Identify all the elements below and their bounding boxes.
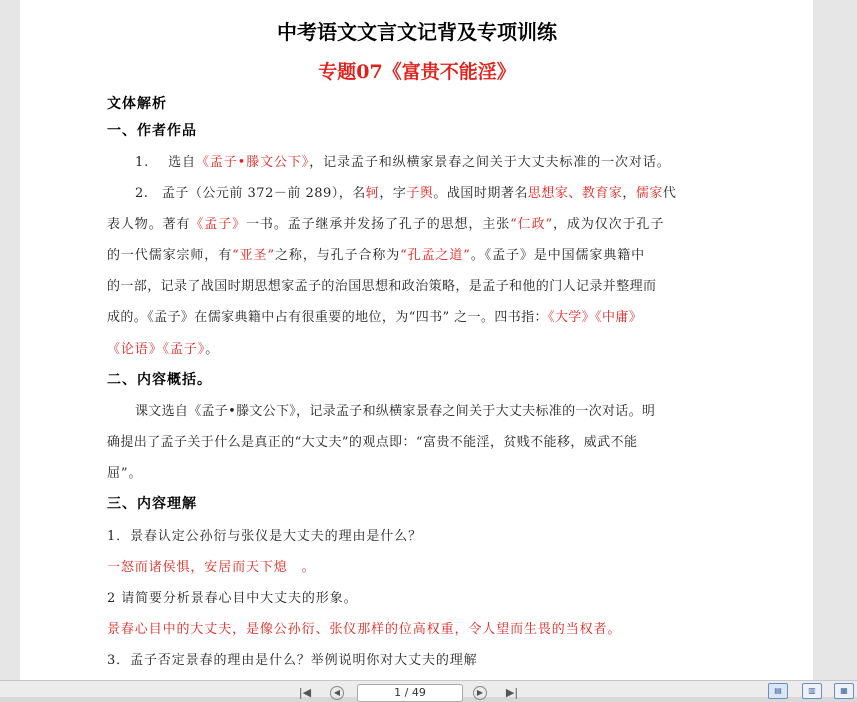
navigation-toolbar <box>0 680 857 697</box>
text-run: ，记录孟子和纵横家景春之间关于大丈夫标准的一次对话。 <box>309 155 671 170</box>
text-run: 代 <box>662 186 677 201</box>
prev-page-icon[interactable]: ◀ <box>330 686 344 700</box>
viewer-left-margin <box>0 0 20 680</box>
continuous-view-icon[interactable]: ▥ <box>802 683 822 699</box>
author-paragraph-2-line-1 <box>107 182 727 201</box>
text-run: 表人物。著有 <box>107 217 191 232</box>
text-run-red: 轲 <box>365 186 380 201</box>
author-paragraph-2-line-3 <box>107 244 727 263</box>
section-genre-heading: 文体解析 <box>107 96 167 112</box>
question-1: 1．景春认定公孙衍与张仪是大丈夫的理由是什么？ <box>107 529 422 544</box>
text-run: 。《孟子》是中国儒家典籍中 <box>470 248 646 263</box>
author-paragraph-2-line-4: 的一部，记录了战国时期思想家孟子的治国思想和政治策略，是孟子和他的门人记录并整理而 <box>107 279 657 294</box>
text-run: 。战国时期著名 <box>433 186 528 201</box>
summary-line-1: 课文选自《孟子•滕文公下》，记录孟子和纵横家景春之间关于大丈夫标准的一次对话。明 <box>135 404 656 419</box>
question-3: 3．孟子否定景春的理由是什么？举例说明你对大丈夫的理解 <box>107 653 478 668</box>
text-run-red: 子舆 <box>406 186 434 201</box>
page-title: 中考语文文言文记背及专项训练 <box>277 20 557 44</box>
text-run-red: “孔孟之道” <box>400 248 471 263</box>
answer-1: 一怒而诸侯惧，安居而天下熄 。 <box>107 560 316 575</box>
author-paragraph-1 <box>107 151 755 170</box>
text-run: ，成为仅次于孔子 <box>553 217 665 232</box>
text-run-red: 《孟子•滕文公下》 <box>195 155 310 170</box>
text-run: 2. 孟子（公元前 372－前 289），名 <box>135 186 366 201</box>
text-run-red: 《论语》《孟子》 <box>107 342 206 357</box>
text-run-red: 思想家、教育家 <box>527 186 623 201</box>
page-number-input[interactable]: 1 / 49 <box>357 684 463 702</box>
last-page-icon[interactable]: ▶| <box>505 686 519 699</box>
text-run: ， <box>622 186 636 201</box>
document-page <box>20 0 813 680</box>
text-run-red: 《孟子》 <box>190 217 247 232</box>
text-run: 一书。孟子继承并发扬了孔子的思想，主张 <box>246 217 511 232</box>
text-run: 1. 选自 <box>135 155 196 170</box>
facing-view-icon[interactable]: ▦ <box>834 683 854 699</box>
summary-line-2: 确提出了孟子关于什么是真正的“大丈夫”的观点即：“富贵不能淫，贫贱不能移，威武不能 <box>107 435 638 450</box>
first-page-icon[interactable]: |◀ <box>298 686 312 699</box>
author-paragraph-2-line-2 <box>107 213 727 232</box>
text-run-red: 《大学》《中庸》 <box>547 310 643 325</box>
text-run-red: “仁政” <box>510 217 554 232</box>
page-subtitle: 专题07《富贵不能淫》 <box>318 61 516 83</box>
text-run: 成的。《孟子》在儒家典籍中占有很重要的地位，为“四书” 之一。四书指： <box>107 310 548 325</box>
next-page-icon[interactable]: ▶ <box>473 686 487 700</box>
text-run: ，字 <box>379 186 407 201</box>
question-2: 2 请简要分析景春心目中大丈夫的形象。 <box>107 591 358 606</box>
author-paragraph-2-line-6 <box>107 338 727 357</box>
section-understanding-heading: 三、内容理解 <box>107 496 197 512</box>
summary-line-3: 屈”。 <box>107 466 143 481</box>
text-run: 的一代儒家宗师，有 <box>107 248 233 263</box>
section-author-heading: 一、作者作品 <box>107 123 197 139</box>
section-summary-heading: 二、内容概括。 <box>107 372 212 388</box>
answer-2: 景春心目中的大丈夫，是像公孙衍、张仪那样的位高权重，令人望而生畏的当权者。 <box>107 622 622 637</box>
viewer-scrollbar-area[interactable] <box>813 0 857 680</box>
text-run: 之称，与孔子合称为 <box>275 248 401 263</box>
author-paragraph-2-line-5 <box>107 306 727 325</box>
single-page-view-icon[interactable]: ▤ <box>768 683 788 699</box>
text-run-red: “亚圣” <box>232 248 276 263</box>
text-run-red: 儒家 <box>635 186 663 201</box>
text-run: 。 <box>205 342 220 357</box>
